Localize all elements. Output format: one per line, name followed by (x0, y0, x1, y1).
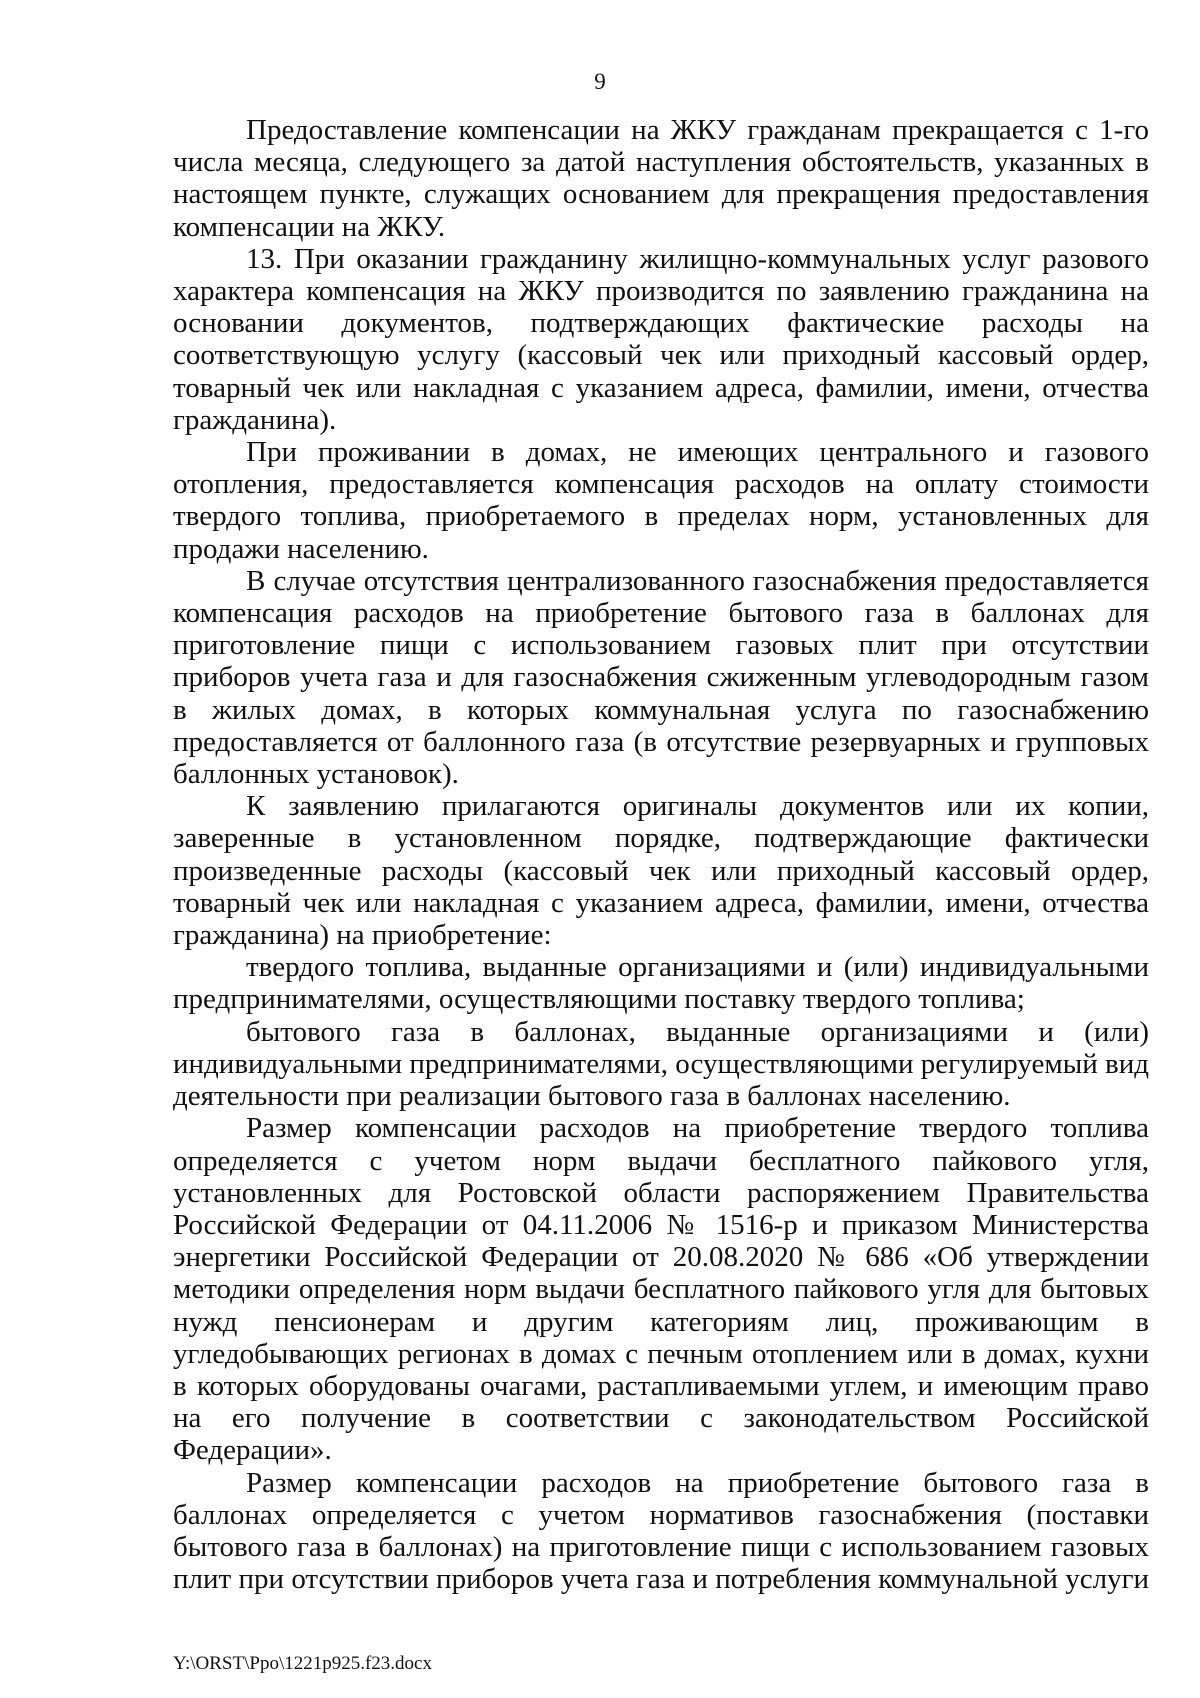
paragraph-solid-fuel-documents: твердого топлива, выданные организациями и (или) индивидуальными предпринимателями, осуществляющими поставку твердого топлива; (173, 951, 1149, 1016)
paragraph-solid-fuel-compensation: При проживании в домах, не имеющих центрального и газового отопления, предоставляется компенсация расходов на оплату стоимости твердого топлива, приобретаемого в пределах норм, установленных для продажи населению. (173, 436, 1149, 565)
footer-file-path: Y:\ORST\Ppo\1221p925.f23.docx (173, 1653, 432, 1674)
page-number: 9 (594, 69, 606, 94)
paragraph-attached-documents: К заявлению прилагаются оригиналы документов или их копии, заверенные в установленном порядке, подтверждающие фактически произведенные расходы (кассовый чек или приходный кассовый ордер, товарный чек или накладная с указанием адреса, фамилии, имени, отчества гражданина) на приобретение: (173, 790, 1149, 952)
paragraph-bottled-gas-documents: бытового газа в баллонах, выданные организациями и (или) индивидуальными предпринимателями, осуществляющими регулируемый вид деятельности при реализации бытового газа в баллонах населению. (173, 1015, 1149, 1113)
paragraph-bottled-gas-compensation: В случае отсутствия централизованного газоснабжения предоставляется компенсация расходов на приобретение бытового газа в баллонах для приготовление пищи с использованием газовых плит при отсутствии приборов учета газа и для газоснабжения сжиженным углеводородным газом в жилых домах, в которых коммунальная услуга по газоснабжению предоставляется от баллонного газа (в отсутствие резервуарных и групповых баллонных установок). (173, 564, 1149, 791)
paragraph-termination-of-compensation: Предоставление компенсации на ЖКУ гражданам прекращается с 1-го числа месяца, следующего за датой наступления обстоятельств, указанных в настоящем пункте, служащих основанием для прекращения предоставления компенсации на ЖКУ. (173, 114, 1149, 243)
paragraph-item-13-one-time-services: 13. При оказании гражданину жилищно-коммунальных услуг разового характера компенсация на ЖКУ производится по заявлению гражданина на основании документов, подтверждающих фактические расходы на соответствующую услугу (кассовый чек или приходный кассовый ордер, товарный чек или накладная с указанием адреса, фамилии, имени, отчества гражданина). (173, 242, 1149, 436)
paragraph-solid-fuel-amount: Размер компенсации расходов на приобретение твердого топлива определяется с учетом норм выдачи бесплатного пайкового угля, установленных для Ростовской области распоряжением Правительства Российской Федерации от 04.11.2006 № 1516-р и приказом Министерства энергетики Российской Федерации от 20.08.2020 № 686 «Об утверждении методики определения норм выдачи бесплатного пайкового угля для бытовых нужд пенсионерам и другим категориям лиц, проживающим в угледобывающих регионах в домах с печным отоплением или в домах, кухни в которых оборудованы очагами, растапливаемыми углем, и имеющим право на его получение в соответствии с законодательством Российской Федерации». (173, 1112, 1149, 1467)
paragraph-bottled-gas-amount: Размер компенсации расходов на приобретение бытового газа в баллонах определяется с учетом нормативов газоснабжения (поставки бытового газа в баллонах) на приготовление пищи с использованием газовых плит при отсутствии приборов учета газа и потребления коммунальной услуги (173, 1466, 1149, 1596)
document-body (173, 114, 1149, 1595)
